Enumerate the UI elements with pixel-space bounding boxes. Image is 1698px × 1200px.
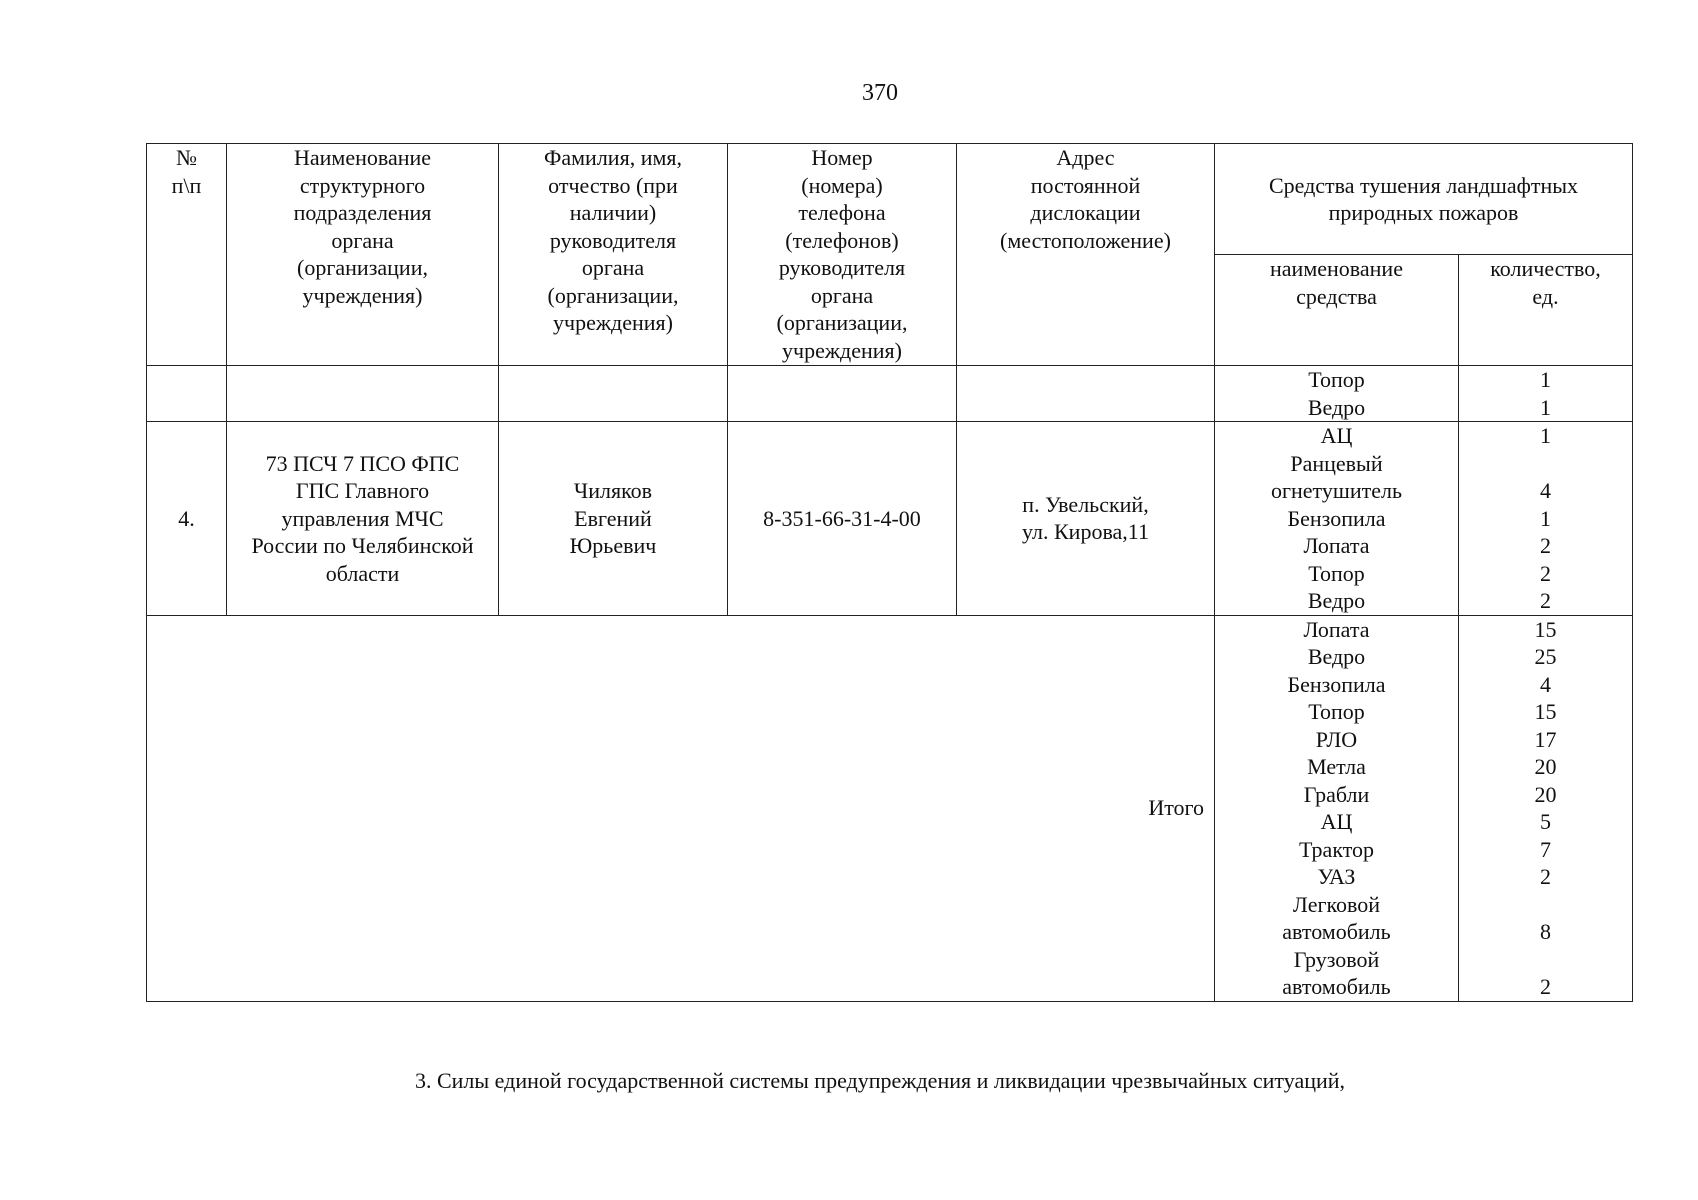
cell-line: количество, bbox=[1490, 256, 1601, 281]
cell-line: наименование bbox=[1270, 256, 1403, 281]
cell-line: подразделения bbox=[293, 200, 432, 225]
cell-line: 2 bbox=[1540, 588, 1551, 613]
cell-line: органа bbox=[581, 255, 645, 280]
cell-line: 1 bbox=[1540, 394, 1551, 420]
cell-line: Ведро bbox=[1307, 588, 1366, 613]
cell-line: 8 bbox=[1540, 919, 1551, 944]
cell-line: 2 bbox=[1540, 560, 1551, 586]
cell-line: ГПС Главного bbox=[295, 478, 430, 503]
cell-line: п\п bbox=[171, 172, 202, 198]
cell-line: 1 bbox=[1540, 423, 1551, 448]
cont-fio-cell bbox=[499, 366, 728, 422]
cell-line: органа bbox=[810, 282, 874, 308]
cell-line: (местоположение) bbox=[1000, 227, 1171, 253]
cell-line: отчество (при bbox=[548, 172, 678, 198]
cell-line: Юрьевич bbox=[569, 533, 657, 558]
total-means-names bbox=[1215, 615, 1459, 1001]
cell-line: Лопата bbox=[1303, 533, 1370, 558]
cell-line: России по Челябинской bbox=[251, 533, 474, 558]
cell-line: Ведро bbox=[1307, 394, 1366, 420]
row4-fio bbox=[499, 422, 728, 616]
cell-line: 1 bbox=[1540, 505, 1551, 531]
cell-line: Бензопила bbox=[1287, 671, 1386, 697]
cont-means-names bbox=[1215, 366, 1459, 422]
header-means-group bbox=[1215, 144, 1633, 255]
total-means-qtys bbox=[1459, 615, 1633, 1001]
cell-line: структурного bbox=[299, 172, 426, 198]
cell-line: АЦ bbox=[1320, 423, 1353, 448]
cell-line: Топор bbox=[1308, 367, 1365, 392]
cell-line: 15 bbox=[1534, 616, 1557, 642]
cell-line: наличии) bbox=[569, 200, 657, 225]
cont-num-cell bbox=[147, 366, 227, 422]
header-fio bbox=[499, 144, 728, 366]
cell-line: Метла bbox=[1307, 754, 1366, 779]
cell-line: природных пожаров bbox=[1328, 200, 1519, 225]
cell-line: Трактор bbox=[1298, 836, 1375, 862]
cell-line: автомобиль bbox=[1282, 974, 1391, 999]
cell-line: 7 bbox=[1540, 836, 1551, 862]
cell-line bbox=[1463, 946, 1628, 974]
cell-line: дислокации bbox=[1030, 200, 1141, 225]
cell-line: АЦ bbox=[1320, 809, 1353, 834]
cell-line: Средства тушения ландшафтных bbox=[1268, 172, 1579, 198]
cell-line: № bbox=[176, 145, 197, 170]
row4-means-names bbox=[1215, 422, 1459, 616]
cell-line: 20 bbox=[1534, 781, 1557, 807]
cont-phone-cell bbox=[728, 366, 957, 422]
cell-line: 5 bbox=[1540, 809, 1551, 834]
cell-line: 2 bbox=[1540, 974, 1551, 999]
cell-line: Ранцевый bbox=[1290, 450, 1383, 476]
cell-line: УАЗ bbox=[1317, 864, 1356, 889]
cell-line: 20 bbox=[1534, 754, 1557, 779]
cell-line: 25 bbox=[1534, 644, 1557, 669]
cell-line: огнетушитель bbox=[1271, 478, 1402, 503]
cell-line: (организации, bbox=[776, 310, 908, 335]
cell-line: 17 bbox=[1534, 726, 1557, 752]
table-row-total bbox=[147, 615, 1633, 1001]
row4-num: 4. bbox=[147, 422, 227, 616]
cell-line: постоянной bbox=[1030, 172, 1141, 198]
cell-line: 15 bbox=[1534, 699, 1557, 724]
cell-line: Грузовой bbox=[1293, 946, 1380, 972]
cell-line: Бензопила bbox=[1287, 505, 1386, 531]
cell-line: учреждения) bbox=[302, 282, 423, 308]
cell-line: руководителя bbox=[549, 227, 677, 253]
cell-line: Номер bbox=[811, 145, 873, 170]
header-num bbox=[147, 144, 227, 366]
table-row-continuation bbox=[147, 366, 1633, 422]
header-means-name bbox=[1215, 255, 1459, 366]
cont-address-cell bbox=[957, 366, 1215, 422]
header-means-qty bbox=[1459, 255, 1633, 366]
header-name bbox=[227, 144, 499, 366]
cell-line: Чиляков bbox=[573, 478, 653, 503]
cell-line: Топор bbox=[1308, 560, 1365, 586]
page-number: 370 bbox=[862, 80, 898, 106]
cell-line: Топор bbox=[1308, 699, 1365, 724]
cell-line bbox=[1463, 450, 1628, 478]
cell-line: п. Увельский, bbox=[1022, 491, 1149, 517]
cell-line: (телефонов) bbox=[785, 227, 899, 253]
cell-line: (организации, bbox=[297, 255, 428, 280]
cell-line: Ведро bbox=[1307, 644, 1366, 669]
cell-line: Евгений bbox=[574, 505, 652, 531]
cell-line: 2 bbox=[1540, 864, 1551, 889]
cell-line: (номера) bbox=[801, 172, 883, 198]
cell-line: РЛО bbox=[1315, 726, 1358, 752]
cell-line: Наименование bbox=[293, 145, 432, 170]
header-phone bbox=[728, 144, 957, 366]
header-row bbox=[147, 144, 1633, 255]
cont-name-cell bbox=[227, 366, 499, 422]
cell-line: автомобиль bbox=[1282, 919, 1391, 944]
cell-line: ул. Кирова,11 bbox=[1021, 519, 1149, 545]
cell-line: средства bbox=[1296, 283, 1377, 309]
cell-line: органа bbox=[331, 227, 394, 253]
header-address bbox=[957, 144, 1215, 366]
cell-line: ед. bbox=[1532, 283, 1559, 309]
cell-line: Лопата bbox=[1303, 616, 1370, 642]
fire-means-table bbox=[146, 143, 1633, 1002]
row4-address bbox=[957, 422, 1215, 616]
cell-line: телефона bbox=[798, 200, 886, 225]
total-label: Итого bbox=[147, 615, 1215, 1001]
cell-line: учреждения) bbox=[553, 310, 673, 335]
cell-line: 2 bbox=[1540, 533, 1551, 558]
section-heading: 3. Силы единой государственной системы предупреждения и ликвидации чрезвычайных ситуаций, bbox=[414, 1068, 1346, 1093]
cell-line: 1 bbox=[1540, 367, 1551, 392]
cell-line: 4 bbox=[1540, 478, 1551, 503]
cell-line: Грабли bbox=[1303, 781, 1370, 807]
cell-line: 4 bbox=[1540, 671, 1551, 697]
row4-name bbox=[227, 422, 499, 616]
table-row-4 bbox=[147, 422, 1633, 616]
cell-line: Легковой bbox=[1292, 891, 1381, 917]
cell-line: Адрес bbox=[1056, 145, 1115, 170]
cell-line: (организации, bbox=[547, 282, 679, 308]
cont-means-qtys bbox=[1459, 366, 1633, 422]
cell-line: 73 ПСЧ 7 ПСО ФПС bbox=[265, 450, 460, 476]
cell-line bbox=[1463, 891, 1628, 919]
cell-line: руководителя bbox=[778, 255, 906, 280]
row4-phone: 8-351-66-31-4-00 bbox=[728, 422, 957, 616]
cell-line: Фамилия, имя, bbox=[543, 145, 683, 170]
row4-means-qtys bbox=[1459, 422, 1633, 616]
cell-line: управления МЧС bbox=[281, 505, 444, 531]
cell-line: учреждения) bbox=[782, 337, 902, 363]
cell-line: области bbox=[325, 560, 400, 586]
